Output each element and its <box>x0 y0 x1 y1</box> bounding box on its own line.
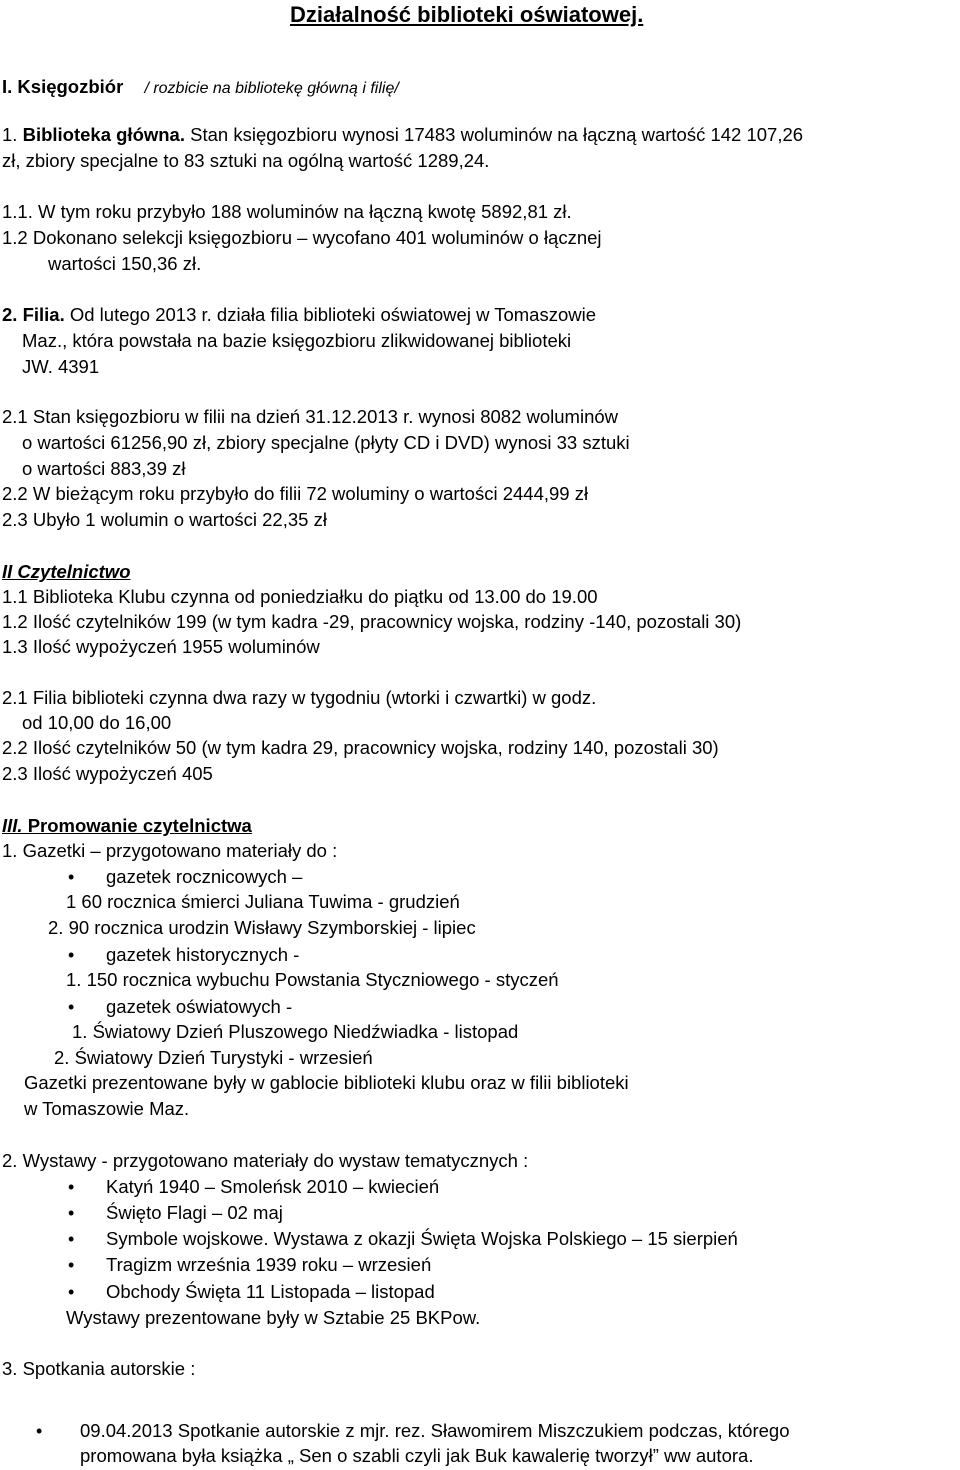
gazetki-item-3-b: 2. Światowy Dzień Turystyki - wrzesień <box>54 1047 373 1068</box>
reading-2-1-line-2: od 10,00 do 16,00 <box>22 712 172 733</box>
gazetki-item-3-a: 1. Światowy Dzień Pluszowego Niedźwiadka - listopad <box>72 1021 519 1042</box>
wystawy-item: Święto Flagi – 02 maj <box>106 1202 283 1223</box>
wystawy-intro: 2. Wystawy - przygotowano materiały do wystaw tematycznych : <box>2 1150 529 1171</box>
section-1-title: I. Księgozbiór <box>2 76 124 97</box>
paragraph-1-label: Biblioteka główna. <box>22 124 185 145</box>
paragraph-1-1: 1.1. W tym roku przybyło 188 woluminów na łączną kwotę 5892,81 zł. <box>2 201 572 222</box>
bullet-icon: • <box>68 1229 75 1249</box>
reading-1-2: 1.2 Ilość czytelników 199 (w tym kadra -29, pracownicy wojska, rodziny -140, pozostali 30) <box>2 611 742 632</box>
paragraph-2-label: 2. Filia. <box>2 304 65 325</box>
bullet-icon: • <box>68 1203 75 1223</box>
paragraph-2-line-2: Maz., która powstała na bazie księgozbioru zlikwidowanej biblioteki <box>22 330 572 351</box>
reading-2-3: 2.3 Ilość wypożyczeń 405 <box>2 763 213 784</box>
section-1-heading <box>2 76 399 100</box>
spotkania-item: 09.04.2013 Spotkanie autorskie z mjr. rez. Sławomirem Miszczukiem podczas, którego <box>80 1420 790 1441</box>
reading-1-3: 1.3 Ilość wypożyczeń 1955 woluminów <box>2 636 320 657</box>
paragraph-1-line-2: zł, zbiory specjalne to 83 sztuki na ogólną wartość 1289,24. <box>2 150 490 171</box>
gazetki-note-line-2: w Tomaszowie Maz. <box>24 1098 190 1119</box>
section-2-heading: II Czytelnictwo <box>2 561 131 582</box>
wystawy-item: Symbole wojskowe. Wystawa z okazji Święta Wojska Polskiego – 15 sierpień <box>106 1228 738 1249</box>
gazetki-item-1-a: 1 60 rocznica śmierci Juliana Tuwima - grudzień <box>66 891 460 912</box>
paragraph-2-3: 2.3 Ubyło 1 wolumin o wartości 22,35 zł <box>2 509 327 530</box>
gazetki-item-2: gazetek historycznych - <box>106 944 300 965</box>
section-3-number: III. <box>2 815 23 836</box>
paragraph-2-1-line-2: o wartości 61256,90 zł, zbiory specjalne (płyty CD i DVD) wynosi 33 sztuki <box>22 432 630 453</box>
wystawy-item: Obchody Święta 11 Listopada – listopad <box>106 1281 435 1302</box>
wystawy-item: Tragizm września 1939 roku – wrzesień <box>106 1254 432 1275</box>
bullet-icon: • <box>68 1255 75 1275</box>
paragraph-2-text: Od lutego 2013 r. działa filia biblioteki oświatowej w Tomaszowie <box>64 304 597 325</box>
reading-2-1: 2.1 Filia biblioteki czynna dwa razy w tygodniu (wtorki i czwartki) w godz. <box>2 687 597 708</box>
wystawy-item: Katyń 1940 – Smoleńsk 2010 – kwiecień <box>106 1176 440 1197</box>
gazetki-item-1: gazetek rocznicowych – <box>106 866 303 887</box>
bullet-icon: • <box>68 945 75 965</box>
wystawy-note: Wystawy prezentowane były w Sztabie 25 BKPow. <box>66 1307 481 1328</box>
gazetki-item-3: gazetek oświatowych - <box>106 996 293 1017</box>
paragraph-2-1-line-3: o wartości 883,39 zł <box>22 458 186 479</box>
spotkania-intro: 3. Spotkania autorskie : <box>2 1358 196 1379</box>
paragraph-2-line-3: JW. 4391 <box>22 356 100 377</box>
section-3-heading <box>2 815 252 837</box>
paragraph-1-2: 1.2 Dokonano selekcji księgozbioru – wycofano 401 woluminów o łącznej <box>2 227 602 248</box>
bullet-icon: • <box>68 867 75 887</box>
bullet-icon: • <box>36 1421 43 1441</box>
bullet-icon: • <box>68 1177 75 1197</box>
paragraph-2-2: 2.2 W bieżącym roku przybyło do filii 72 woluminy o wartości 2444,99 zł <box>2 483 589 504</box>
gazetki-note: Gazetki prezentowane były w gablocie biblioteki klubu oraz w filii biblioteki <box>24 1072 629 1093</box>
reading-1-1: 1.1 Biblioteka Klubu czynna od poniedziałku do piątku od 13.00 do 19.00 <box>2 586 598 607</box>
page-title: Działalność biblioteki oświatowej. <box>290 2 644 27</box>
paragraph-2 <box>2 304 596 326</box>
paragraph-1-number: 1. <box>2 124 18 145</box>
gazetki-item-1-b: 2. 90 rocznica urodzin Wisławy Szymborskiej - lipiec <box>48 917 476 938</box>
section-1-note: / rozbicie na bibliotekę główną i filię/ <box>144 80 399 97</box>
gazetki-item-2-a: 1. 150 rocznica wybuchu Powstania Styczniowego - styczeń <box>66 969 559 990</box>
paragraph-2-1: 2.1 Stan księgozbioru w filii na dzień 31.12.2013 r. wynosi 8082 woluminów <box>2 406 619 427</box>
reading-2-2: 2.2 Ilość czytelników 50 (w tym kadra 29, pracownicy wojska, rodziny 140, pozostali 30) <box>2 737 719 758</box>
paragraph-1 <box>2 124 803 146</box>
spotkania-item-line-2: promowana była książka „ Sen o szabli czyli jak Buk kawalerię tworzył” ww autora. <box>80 1445 754 1466</box>
gazetki-intro: 1. Gazetki – przygotowano materiały do : <box>2 840 338 861</box>
bullet-icon: • <box>68 1282 75 1302</box>
paragraph-1-text: Stan księgozbioru wynosi 17483 woluminów na łączną wartość 142 107,26 <box>185 124 804 145</box>
section-3-title: Promowanie czytelnictwa <box>22 815 252 836</box>
paragraph-1-2-line-2: wartości 150,36 zł. <box>48 253 202 274</box>
bullet-icon: • <box>68 997 75 1017</box>
